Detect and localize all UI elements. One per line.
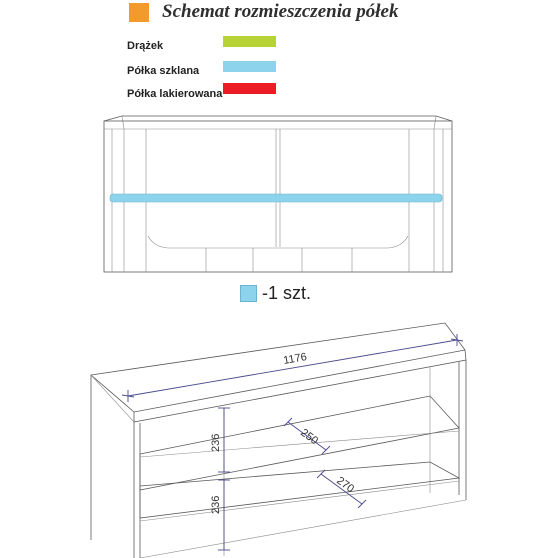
dim-lower-height-label: 236	[210, 495, 222, 514]
dim-upper-height-label: 236	[210, 433, 222, 452]
quantity-swatch	[240, 285, 257, 302]
top-board	[91, 323, 465, 412]
front-base-curve	[148, 236, 408, 248]
front-glass-shelf	[110, 194, 442, 202]
quantity-label: -1 szt.	[262, 283, 312, 303]
legend-label-polka-szklana: Półka szklana	[127, 65, 200, 77]
dim-upper-depth-label: 250	[298, 426, 321, 448]
dim-line-width	[128, 340, 457, 396]
upper-shelf	[140, 396, 459, 490]
legend-label-polka-lakierowana: Półka lakierowana	[127, 88, 223, 100]
dim-width-label: 1176	[282, 351, 308, 367]
front-view	[104, 116, 452, 272]
dim-lower-depth-label: 270	[334, 474, 357, 496]
page-title: Schemat rozmieszczenia półek	[162, 1, 399, 22]
legend-label-drazek: Drążek	[127, 40, 164, 52]
perspective-view	[91, 323, 466, 558]
